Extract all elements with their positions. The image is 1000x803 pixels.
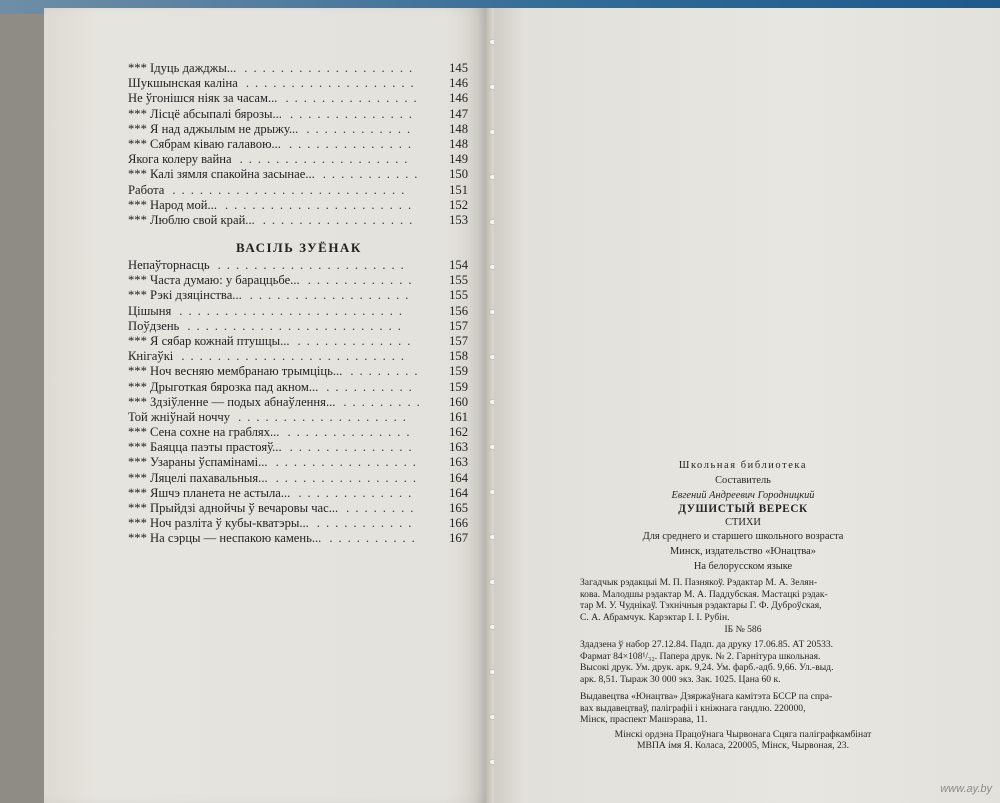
toc-entry-title: *** Ноч весняю мембранаю трымціць... [128,364,343,379]
toc-entry-page: 159 [449,379,468,394]
toc-entry [128,213,468,228]
toc-entry-page: 151 [449,182,468,197]
publisher-details [580,691,906,726]
table-of-contents-part-1 [128,61,468,228]
book-genre: СТИХИ [725,517,761,528]
toc-entry [128,471,468,486]
ib-number: ІБ № 586 [724,624,762,635]
toc-entry [128,152,468,167]
toc-entry [128,304,468,319]
imprint-line: Высокі друк. Ум. друк. арк. 9,24. Ум. фарб.-адб. 9,66. Ул.-выд. [580,662,834,673]
toc-entry-title: Цішыня [128,303,172,318]
toc-entry-title: Кнігаўкі [128,349,174,364]
toc-leader-dots: ............. [298,485,418,500]
toc-entry-title: *** Народ мой... [128,197,217,212]
toc-entry-title: Не ўгонішся ніяк за часам... [128,91,278,106]
toc-entry-title: Работа [128,182,165,197]
toc-entry [128,319,468,334]
imprint-line: кова. Малодшы рэдактар М. А. Паддубская. Мастацкі рэдак- [580,588,828,600]
language-note: На белорусском языке [693,561,793,572]
series-name: Школьная библиотека [678,460,808,471]
toc-entry [128,183,468,198]
toc-entry-title: *** Часта думаю: у бараццьбе... [128,273,300,288]
toc-leader-dots: ............ [306,121,417,136]
toc-leader-dots: ................. [262,212,419,227]
toc-entry-title: *** Сябрам ківаю галавою... [128,136,281,151]
toc-entry-title: *** Люблю свой край... [128,212,255,227]
toc-entry [128,516,468,531]
toc-entry-page: 160 [449,394,468,409]
toc-entry-page: 148 [449,136,468,151]
toc-entry-page: 157 [449,318,468,333]
toc-entry-page: 155 [449,288,468,303]
toc-leader-dots: ................... [244,61,419,75]
toc-leader-dots: ......................... [179,303,409,318]
toc-entry [128,501,468,516]
section-heading-author: ВАСІЛЬ ЗУЁНАК [236,240,362,255]
toc-entry-title: *** Я над аджылым не дрыжу... [128,121,299,136]
toc-entry-page: 145 [449,61,468,75]
toc-entry [128,334,468,349]
toc-leader-dots: ......... [343,394,426,409]
table-of-contents-part-2 [128,258,468,547]
toc-entry [128,61,468,76]
left-page [44,8,490,803]
toc-leader-dots: ..................... [217,258,410,272]
toc-entry-title: *** На сэрцы — неспакою камень... [128,531,322,546]
toc-entry-page: 165 [449,501,468,515]
toc-entry-title: Поўдзень [128,318,180,333]
imprint-line: Мінскі ордэна Працоўнага Чырвонага Сцяга паліграфкамбінат [614,728,872,740]
toc-leader-dots: ................... [238,409,412,424]
toc-entry-title: *** Калі зямля спакойна засынае... [128,167,315,182]
toc-leader-dots: ........ [346,501,420,515]
toc-leader-dots: .............. [289,106,419,121]
toc-leader-dots: .............. [288,136,418,151]
publisher-city: Минск, издательство «Юнацтва» [670,546,816,557]
toc-entry-page: 156 [449,303,468,318]
compiler-name: Евгений Андреевич Городницкий [671,490,815,501]
toc-leader-dots: ........................ [187,318,407,333]
toc-entry [128,288,468,303]
toc-leader-dots: ................ [275,455,422,470]
toc-leader-dots: .......... [329,531,421,546]
imprint-line: Загадчык рэдакцыі М. П. Пазнякоў. Рэдактар М. А. Зелян- [580,577,818,588]
toc-entry-page: 158 [449,349,468,364]
toc-leader-dots: ............... [285,91,423,106]
imprint-line: МВПА імя Я. Коласа, 220005, Мінск, Чырвоная, 23. [637,740,849,751]
toc-entry-page: 163 [449,455,468,470]
toc-leader-dots: .............. [289,440,418,455]
toc-entry-page: 163 [449,440,468,455]
toc-entry-title: *** Сена сохне на граблях... [128,425,280,440]
imprint-block [568,458,918,752]
toc-entry [128,380,468,395]
toc-entry-page: 162 [449,425,468,440]
toc-entry-page: 148 [449,121,468,136]
toc-entry-page: 155 [449,273,468,288]
editorial-staff [580,577,906,623]
imprint-line: арк. 8,51. Тыраж 30 000 экз. Зак. 1025. Цана 60 к. [580,673,781,685]
toc-leader-dots: ................... [245,76,420,91]
toc-entry-title: Якога колеру вайна [128,152,232,167]
toc-entry-page: 146 [449,76,468,91]
toc-entry-page: 164 [449,470,468,485]
toc-entry [128,107,468,122]
toc-entry-title: *** Баяцца паэты прастояў... [128,440,282,455]
toc-entry-title: *** Ляцелі пахавальныя... [128,470,268,485]
toc-entry-page: 152 [449,197,468,212]
toc-entry-title: Той жніўнай ноччу [128,409,231,424]
toc-leader-dots: ........ [350,364,424,379]
compiler-label: Составитель [715,475,771,486]
toc-entry [128,364,468,379]
toc-entry-title: Непаўторнасць [128,258,210,272]
toc-entry-page: 146 [449,91,468,106]
imprint-line: Здадзена ў набор 27.12.84. Падп. да друку 17.06.85. АТ 20533. [580,639,834,650]
toc-entry [128,486,468,501]
toc-leader-dots: ......................... [181,349,411,364]
toc-leader-dots: .................. [249,288,415,303]
book-title: ДУШИСТЫЙ ВЕРЕСК [678,503,808,515]
toc-entry-page: 167 [449,531,468,546]
toc-leader-dots: ............. [297,333,417,348]
toc-leader-dots: .......... [326,379,418,394]
toc-entry [128,455,468,470]
audience-note: Для среднего и старшего школьного возраста [642,531,844,542]
imprint-line: тар М. У. Чуднікаў. Тэхнічныя рэдактары Г. Ф. Дуброўская, [580,600,822,611]
toc-entry [128,425,468,440]
toc-entry-page: 150 [449,167,468,182]
imprint-line: вах выдавецтваў, паліграфіі і кніжнага гандлю. 220000, [580,702,806,714]
toc-entry-title: *** Прыйдзі аднойчы ў вечаровы час... [128,501,339,515]
toc-leader-dots: ........... [322,167,424,182]
printer-details [568,729,918,752]
toc-entry [128,122,468,137]
toc-entry-title: Шукшынская каліна [128,76,238,91]
toc-entry [128,531,468,546]
toc-entry-page: 147 [449,106,468,121]
toc-leader-dots: .............. [287,425,416,440]
toc-entry [128,440,468,455]
toc-entry [128,91,468,106]
toc-entry-page: 157 [449,333,468,348]
toc-leader-dots: ................... [239,152,414,167]
toc-entry-title: *** Яшчэ планета не астыла... [128,485,291,500]
toc-entry-title: *** Узараны ўспамінамі... [128,455,268,470]
toc-entry [128,273,468,288]
imprint-line: С. А. Абрамчук. Карэктар І. І. Рубін. [580,611,730,623]
print-details [580,639,906,685]
toc-entry-title: *** Дрыготкая бярозка пад акном... [128,379,319,394]
watermark: www.ay.by [940,783,992,795]
imprint-line: Мінск, праспект Машэрава, 11. [580,714,708,725]
toc-leader-dots: ........... [316,516,418,531]
toc-leader-dots: .......................... [172,182,411,197]
toc-entry-page: 153 [449,212,468,227]
toc-entry-page: 159 [449,364,468,379]
toc-leader-dots: ..................... [224,197,418,212]
toc-entry [128,410,468,425]
toc-entry-title: *** Здзіўленне — подых абнаўлення... [128,394,336,409]
toc-leader-dots: ................ [275,470,423,485]
toc-entry-page: 161 [449,409,468,424]
toc-entry-title: *** Ідуць дажджы... [128,61,237,75]
imprint-line: Выдавецтва «Юнацтва» Дзяржаўнага камітэта БССР па спра- [580,691,833,702]
toc-entry-title: *** Я сябар кожнай птушцы... [128,333,290,348]
toc-entry-page: 164 [449,485,468,500]
toc-leader-dots: ............ [307,273,418,288]
toc-entry [128,198,468,213]
toc-entry [128,167,468,182]
toc-entry [128,349,468,364]
toc-entry-page: 166 [449,516,468,531]
toc-entry-page: 154 [449,258,468,272]
toc-entry [128,395,468,410]
toc-entry [128,258,468,273]
toc-entry-title: *** Рэкі дзяцінства... [128,288,242,303]
toc-entry [128,137,468,152]
toc-entry [128,76,468,91]
imprint-line: Фармат 84×108¹/₃₂. Папера друк. № 2. Гарнітура школьная. [580,650,821,662]
toc-entry-title: *** Лісцё абсыпалі бярозы... [128,106,282,121]
toc-entry-page: 149 [449,152,468,167]
toc-entry-title: *** Ноч разліта ў кубы-кватэры... [128,516,309,531]
